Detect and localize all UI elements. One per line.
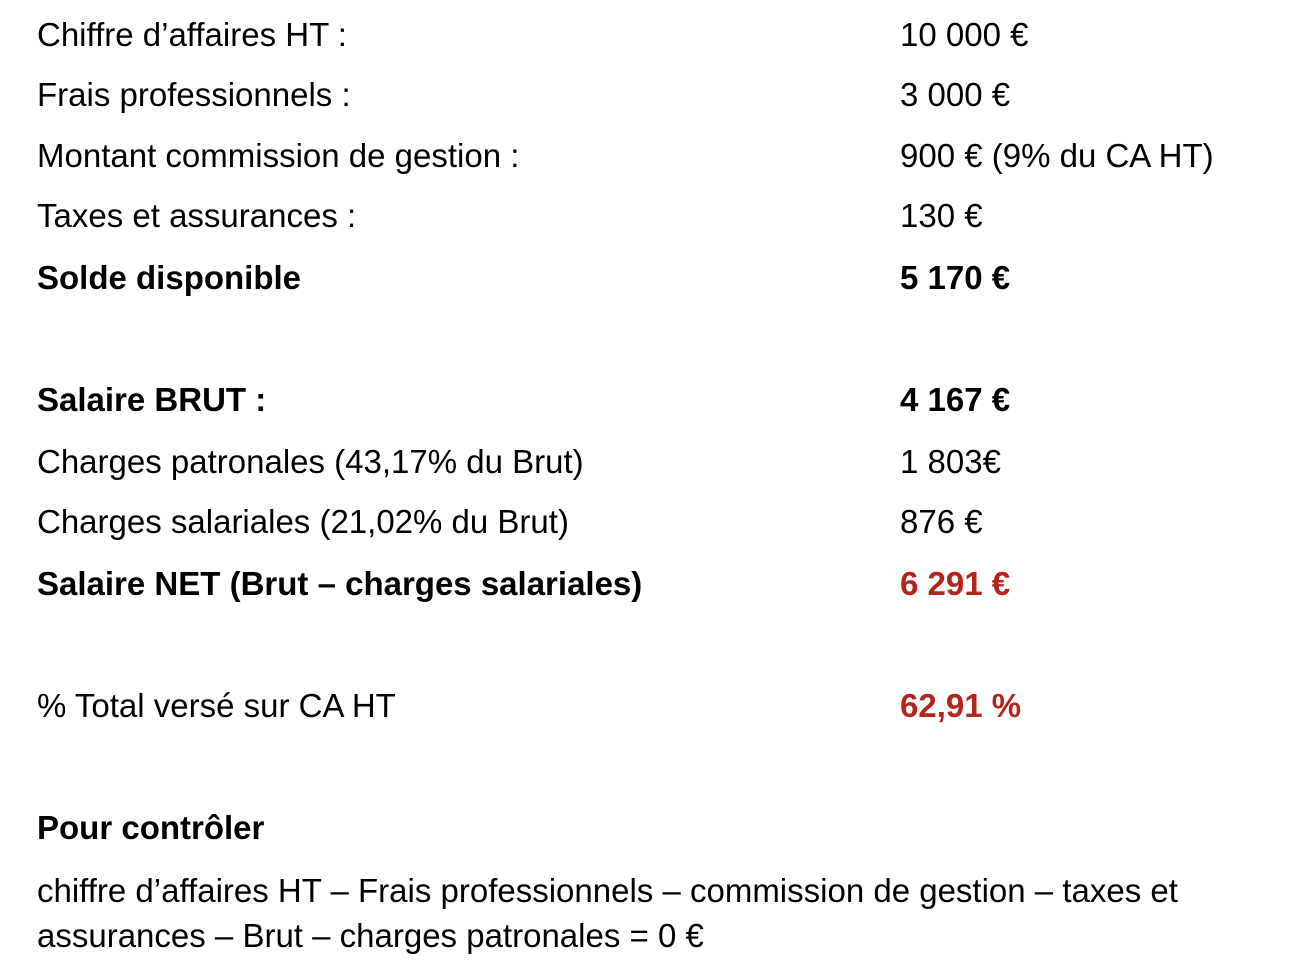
row-label: Frais professionnels :: [37, 76, 351, 113]
row-label: Montant commission de gestion :: [37, 137, 520, 174]
row-label: % Total versé sur CA HT: [37, 687, 396, 724]
row-label: Chiffre d’affaires HT :: [37, 16, 347, 53]
row-value: 4 167 €: [900, 381, 1011, 418]
row-value: 130 €: [900, 197, 983, 234]
row-salaire-net: [0, 562, 1302, 606]
row-label: Solde disponible: [37, 259, 302, 296]
row-label: Salaire NET (Brut – charges salariales): [37, 565, 643, 602]
row-label: Charges salariales (21,02% du Brut): [37, 503, 569, 540]
row-commission-gestion: [0, 134, 1302, 178]
row-total-verse: [0, 684, 1302, 728]
row-charges-salariales: [0, 500, 1302, 544]
row-chiffre-affaires: [0, 13, 1302, 57]
row-label: Salaire BRUT :: [37, 381, 267, 418]
row-value-highlight: 62,91 %: [900, 687, 1022, 724]
control-line-1: chiffre d’affaires HT – Frais professionnels – commission de gestion – taxes et: [37, 872, 1178, 909]
row-value-highlight: 6 291 €: [900, 565, 1011, 602]
row-value: 876 €: [900, 503, 983, 540]
row-value: 3 000 €: [900, 76, 1011, 113]
row-value: 10 000 €: [900, 16, 1029, 53]
row-value: 5 170 €: [900, 259, 1011, 296]
row-charges-patronales: [0, 440, 1302, 484]
row-solde-disponible: [0, 256, 1302, 300]
row-value: 900 € (9% du CA HT): [900, 137, 1214, 174]
row-value: 1 803€: [900, 443, 1001, 480]
row-frais-professionnels: [0, 73, 1302, 117]
row-salaire-brut: [0, 378, 1302, 422]
row-taxes-assurances: [0, 194, 1302, 238]
section-title: Pour contrôler: [37, 809, 265, 846]
control-line-2: assurances – Brut – charges patronales = 0 €: [37, 917, 704, 954]
row-label: Taxes et assurances :: [37, 197, 357, 234]
row-label: Charges patronales (43,17% du Brut): [37, 443, 584, 480]
control-paragraph: [37, 868, 1287, 958]
